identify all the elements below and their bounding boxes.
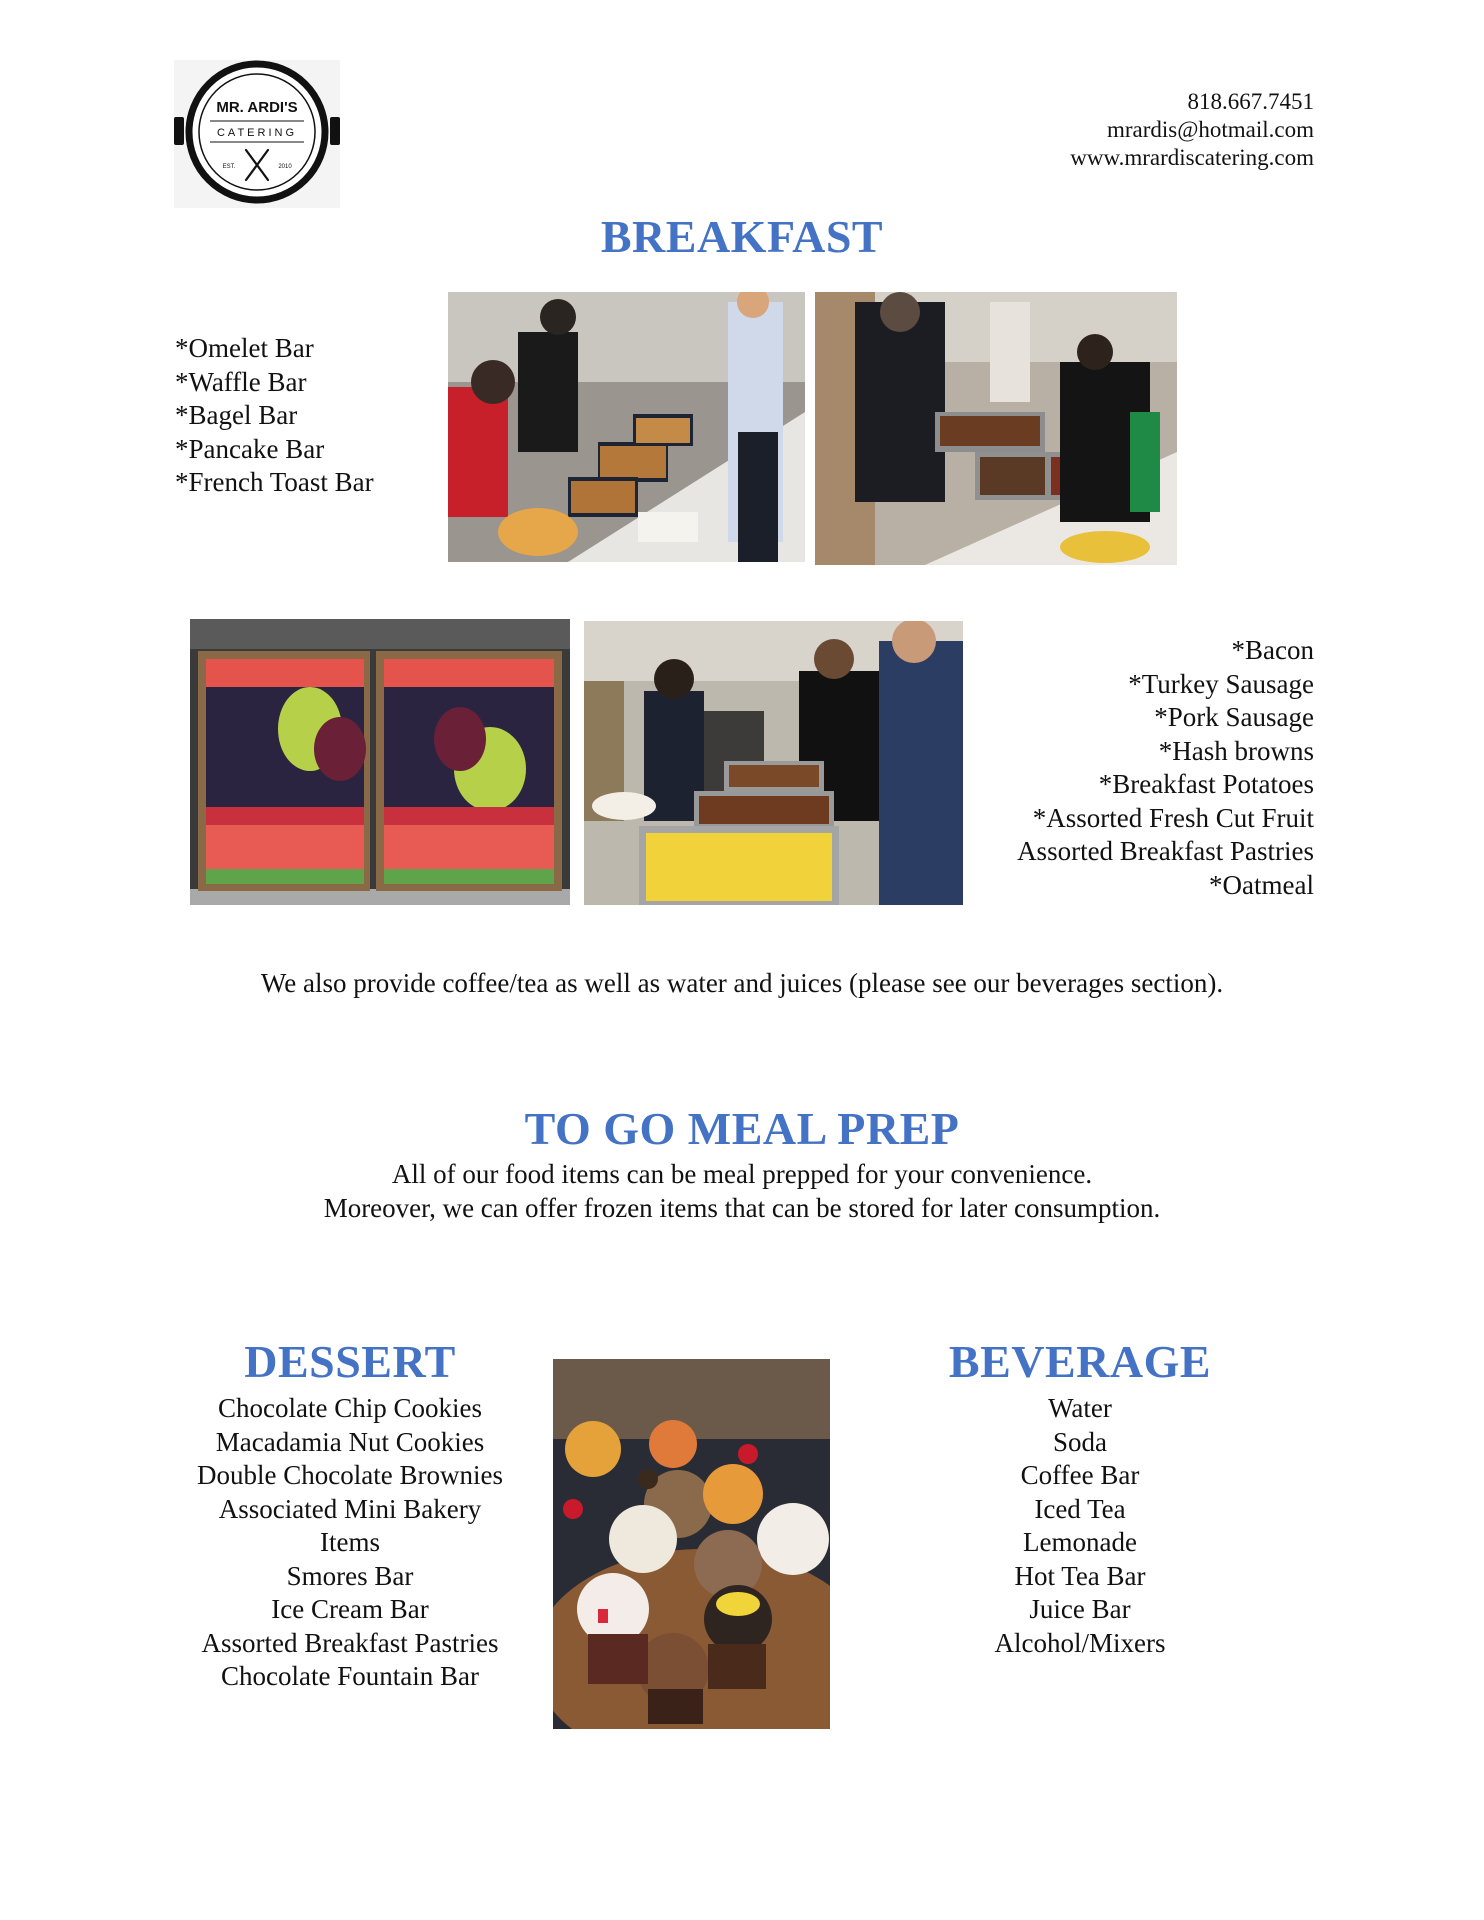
list-item: Iced Tea [1034,1493,1126,1524]
list-item: Items [320,1527,380,1557]
list-item: Chocolate Chip Cookies [218,1393,482,1423]
svg-text:2010: 2010 [278,164,292,170]
beverage-note: We also provide coffee/tea as well as water and juices (please see our beverages section). [260,968,1224,998]
dessert-heading: DESSERT [244,1336,456,1387]
fruit-trays-photo [190,619,570,905]
desserts-photo [553,1359,830,1729]
list-item: *Bagel Bar [175,400,298,430]
logo-name-text: MR. ARDI'S [216,99,298,116]
serving-line-photo [584,621,963,905]
beverage-list [880,1392,1280,1660]
list-item: *Oatmeal [1209,869,1314,900]
dessert-list [140,1392,560,1694]
to-go-line: All of our food items can be meal prepped for your convenience. [391,1159,1093,1189]
list-item: Double Chocolate Brownies [197,1460,503,1490]
list-item: Alcohol/Mixers [994,1627,1166,1658]
list-item: Assorted Breakfast Pastries [1017,836,1314,866]
list-item: *Hash browns [1158,735,1314,766]
list-item: *Waffle Bar [175,366,307,397]
logo-sub-text: CATERING [216,127,298,139]
to-go-heading: TO GO MEAL PREP [524,1103,960,1154]
list-item: Lemonade [1023,1527,1137,1557]
contact-email[interactable]: mrardis@hotmail.com [1106,117,1314,142]
list-item: Associated Mini Bakery [218,1493,482,1524]
breakfast-bars-list [175,332,374,500]
to-go-description [0,1158,1484,1225]
contact-website[interactable]: www.mrardiscatering.com [1070,145,1314,170]
to-go-line: Moreover, we can offer frozen items that can be stored for later consumption. [323,1192,1161,1223]
beverage-heading: BEVERAGE [948,1336,1212,1387]
company-logo [174,60,340,208]
list-item: Chocolate Fountain Bar [221,1661,479,1691]
list-item: Ice Cream Bar [271,1594,429,1624]
list-item: *Assorted Fresh Cut Fruit [1032,802,1314,833]
breakfast-items-list [1017,634,1314,902]
list-item: Macadamia Nut Cookies [215,1426,485,1457]
list-item: Hot Tea Bar [1014,1560,1146,1591]
contact-info [1070,88,1314,172]
list-item: *French Toast Bar [175,467,374,497]
list-item: *Pork Sausage [1154,702,1314,732]
list-item: *Omelet Bar [175,333,314,363]
list-item: *Pancake Bar [175,433,325,464]
list-item: *Breakfast Potatoes [1098,769,1314,799]
breakfast-buffet-photo-1 [448,292,805,562]
list-item: Water [1048,1393,1112,1423]
list-item: *Bacon [1231,635,1314,665]
breakfast-heading: BREAKFAST [600,211,884,262]
list-item: Smores Bar [286,1560,414,1591]
breakfast-buffet-photo-2 [815,292,1177,565]
list-item: Assorted Breakfast Pastries [201,1627,499,1658]
contact-phone[interactable]: 818.667.7451 [1187,89,1314,114]
list-item: *Turkey Sausage [1128,668,1314,699]
svg-text:EST.: EST. [222,164,236,170]
list-item: Juice Bar [1029,1594,1131,1624]
list-item: Soda [1053,1426,1107,1457]
list-item: Coffee Bar [1020,1460,1140,1490]
